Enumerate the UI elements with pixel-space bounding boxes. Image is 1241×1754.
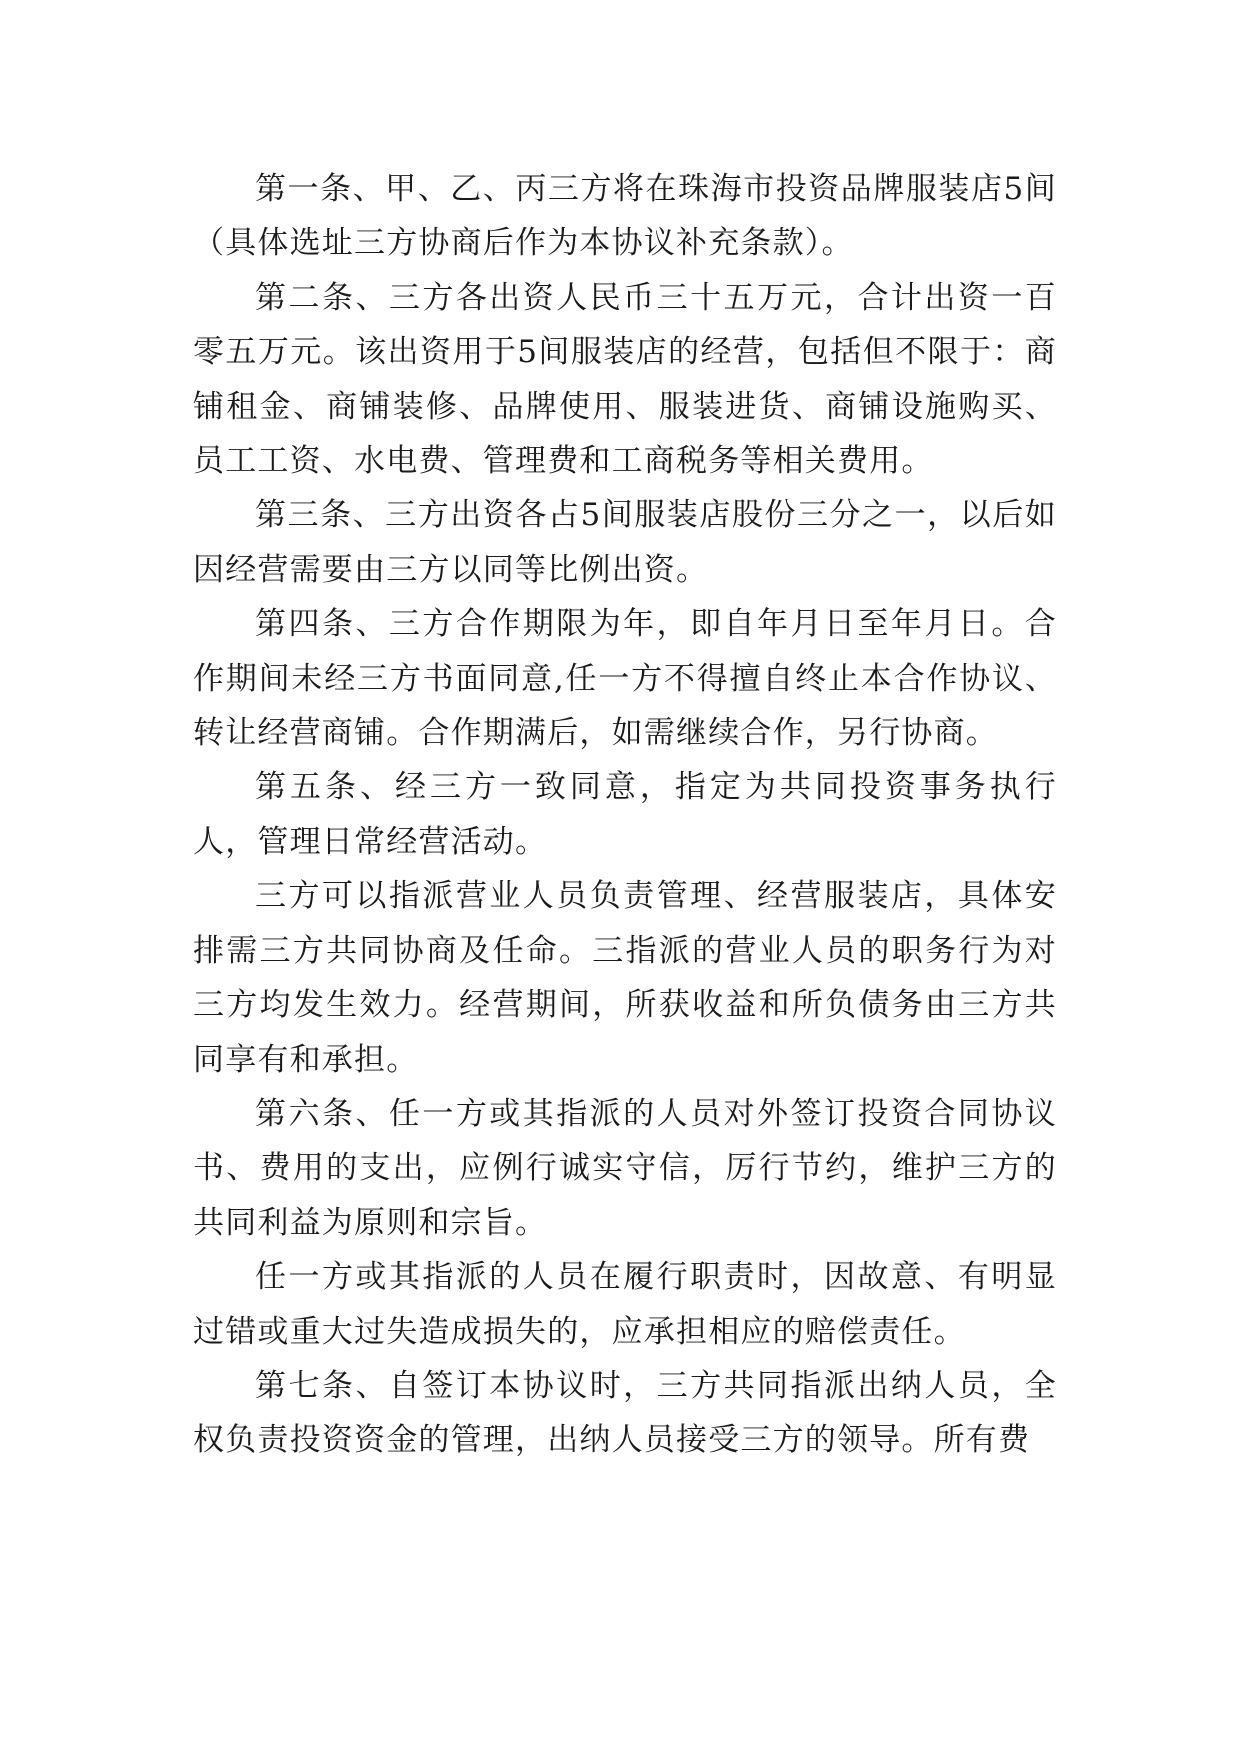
clause-7-paragraph: 第七条、自签订本协议时，三方共同指派出纳人员，全权负责投资资金的管理，出纳人员接受三方的领导。所有费 [193, 1367, 1057, 1459]
clause-5-detail-paragraph: 三方可以指派营业人员负责管理、经营服装店，具体安排需三方共同协商及任命。三指派的营业人员的职务行为对三方均发生效力。经营期间，所获收益和所负债务由三方共同享有和承担。 [193, 878, 1057, 1078]
document-body [193, 162, 1057, 1468]
clause-1-paragraph: 第一条、甲、乙、丙三方将在珠海市投资品牌服装店5间（具体选址三方协商后作为本协议补充条款）。 [193, 171, 1057, 262]
clause-6-detail-paragraph: 任一方或其指派的人员在履行职责时，因故意、有明显过错或重大过失造成损失的，应承担相应的赔偿责任。 [193, 1259, 1057, 1350]
clause-2-paragraph: 第二条、三方各出资人民币三十五万元，合计出资一百零五万元。该出资用于5间服装店的经营，包括但不限于：商铺租金、商铺装修、品牌使用、服装进货、商铺设施购买、员工工资、水电费、管理费和工商税务等相关费用。 [193, 279, 1057, 480]
clause-3-paragraph: 第三条、三方出资各占5间服装店股份三分之一，以后如因经营需要由三方以同等比例出资。 [193, 497, 1057, 588]
clause-5-paragraph: 第五条、经三方一致同意，指定为共同投资事务执行人，管理日常经营活动。 [193, 769, 1057, 860]
clause-4-paragraph: 第四条、三方合作期限为年，即自年月日至年月日。合作期间未经三方书面同意,任一方不得擅自终止本合作协议、转让经营商铺。合作期满后，如需继续合作，另行协商。 [193, 606, 1057, 752]
clause-6-paragraph: 第六条、任一方或其指派的人员对外签订投资合同协议书、费用的支出，应例行诚实守信，厉行节约，维护三方的共同利益为原则和宗旨。 [193, 1095, 1057, 1241]
